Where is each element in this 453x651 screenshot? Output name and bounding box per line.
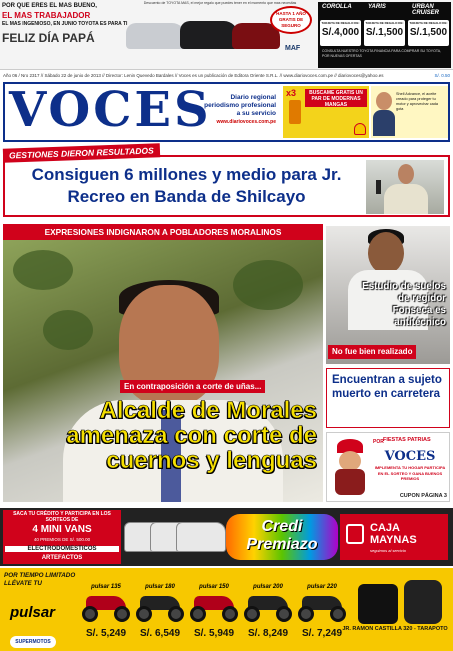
caja-tagline: seguimos al servicio	[370, 548, 407, 553]
tagline	[200, 94, 276, 126]
price-value: S/.1,500	[365, 27, 404, 38]
caja-maynas-logo	[340, 514, 448, 560]
model-yaris: YARIS	[368, 4, 386, 10]
bike-offer	[134, 584, 186, 642]
ad-line-3: EL MAS INGENIOSO, EN JUNIO TOYOTA ES PARA TI	[2, 21, 128, 27]
credi-premiazo-logo	[226, 514, 338, 560]
bike-price: S/. 5,249	[85, 628, 127, 639]
person-head	[368, 232, 404, 274]
price-value: S/.1,500	[409, 27, 448, 38]
bike-name: pulsar 220	[307, 584, 337, 590]
wheel-icon	[82, 606, 98, 622]
bike-offer	[80, 584, 132, 642]
ad-line-2: EL MAS TRABAJADOR	[2, 11, 91, 20]
issue-info-bar	[0, 71, 453, 81]
microphone-icon	[376, 180, 381, 194]
person-body	[384, 184, 428, 214]
wheel-icon	[114, 606, 130, 622]
bike-offer	[242, 584, 294, 642]
story3-tag: No fue bien realizado	[328, 345, 416, 359]
wheel-icon	[136, 606, 152, 622]
wheel-icon	[298, 606, 314, 622]
lead-story-subkicker: En contraposición a corte de uñas...	[120, 380, 265, 393]
mascot-image	[331, 439, 369, 495]
oil-bottle-icon	[289, 100, 301, 124]
person-head	[398, 164, 414, 184]
newspaper-logo[interactable]: VOCES	[9, 82, 212, 138]
insurance-badge: HASTA 1 AÑO GRATIS DE SEGURO	[270, 6, 312, 34]
bike-name: pulsar 180	[145, 584, 175, 590]
price-box	[364, 20, 405, 46]
oil-advertisement[interactable]	[283, 86, 369, 138]
shell-person-ad[interactable]	[371, 86, 448, 138]
price-caption: TARJETA DE REGALO DE:	[365, 21, 404, 25]
model-corolla: COROLLA	[322, 4, 352, 10]
top-advertisement[interactable]	[0, 0, 453, 70]
toyota-prices	[318, 2, 451, 68]
story3-headline[interactable]: Estudio de suelos de regidor Fonseca es antitécnico	[362, 281, 446, 328]
greeting-text: FELIZ DÍA PAPÁ	[2, 31, 95, 45]
fiestas-patrias-promo[interactable]	[326, 432, 450, 502]
lead-story-headline[interactable]: Alcalde de Morales amenaza con corte de cuernos y lenguas	[66, 397, 317, 474]
lead-story-kicker: EXPRESIONES INDIGNARON A POBLADORES MORALINOS	[3, 224, 323, 240]
tire-image	[404, 580, 442, 624]
bike-price: S/. 7,249	[301, 628, 343, 639]
price-value: S/.4,000	[321, 27, 360, 38]
person-body	[373, 110, 395, 136]
wheel-icon	[276, 606, 292, 622]
coupon-label[interactable]: CUPON PÁGINA 3	[399, 493, 447, 499]
price-caption: TARJETA DE REGALO DE:	[321, 21, 360, 25]
bike-price: S/. 5,949	[193, 628, 235, 639]
issue-price: S/. 0.50	[434, 73, 450, 78]
story1-headline[interactable]: Consiguen 6 millones y medio para Jr. Recreo en Banda de Shilcayo	[31, 165, 342, 206]
story1-kicker: GESTIONES DIERON RESULTADOS	[3, 143, 160, 162]
model-urban-cruiser: URBAN CRUISER	[412, 4, 440, 16]
issue-info: Año 06 / Nro 2317 // Sábado 22 de junio de 2013 // Director: Lenin Quevedo Bardales // Voces es un publicación de Editora Oriente S.R.L. // www.diariovoces.com.pe // diariovoces@yahoo.es	[3, 73, 384, 78]
foliage	[13, 250, 73, 290]
bike-name: pulsar 135	[91, 584, 121, 590]
bike-name: pulsar 150	[199, 584, 229, 590]
masthead	[3, 82, 450, 142]
motorcycle-advertisement[interactable]	[0, 568, 453, 651]
foliage	[233, 260, 303, 310]
bike-name: pulsar 200	[253, 584, 283, 590]
wheel-icon	[244, 606, 260, 622]
story3[interactable]	[326, 226, 450, 364]
caja-name: CAJA MAYNAS	[370, 522, 417, 546]
story4-headline[interactable]: Encuentran a sujeto muerto en carretera	[332, 374, 442, 400]
dealer-address: JR. RAMON CASTILLA 320 - TARAPOTO	[342, 626, 448, 632]
caja-icon	[346, 524, 364, 544]
price-caption: TARJETA DE REGALO DE:	[409, 21, 448, 25]
shell-logo-icon	[354, 123, 366, 135]
price-box	[320, 20, 361, 46]
pulsar-brand: pulsar	[10, 604, 56, 621]
story1[interactable]	[3, 155, 450, 217]
ad-line-1: POR QUE ERES EL MAS BUENO,	[2, 3, 97, 9]
promo-subtext: IMPLEMENTA TU HOGAR PARTICIPA EN EL SORTEO Y GANA BUENOS PREMIOS	[374, 465, 446, 481]
website-link[interactable]: www.diariovoces.com.pe	[216, 119, 276, 125]
credit-ad-panel	[3, 510, 121, 564]
credit-line-5: ARTEFACTOS	[41, 555, 83, 561]
bike-price: S/. 8,249	[247, 628, 289, 639]
story4[interactable]	[326, 368, 450, 428]
fine-print: CONSULTA NUESTRO TOYOTA FINANCIA PARA COMPRAR SU TOYOTA, POR NUEVAS OFERTAS	[322, 49, 442, 58]
price-box	[408, 20, 449, 46]
dealer-logo: SUPERMOTOS	[10, 636, 56, 648]
car-image	[126, 23, 186, 49]
maf-logo: MAF	[285, 45, 301, 52]
promo-por: POR	[373, 439, 384, 445]
van-image	[176, 522, 226, 552]
credit-line-4: ELECTRODOMESTICOS	[5, 546, 119, 552]
car-image	[180, 21, 238, 49]
bike-offer	[296, 584, 348, 642]
mascot-face	[339, 451, 361, 471]
tagline-text: Diario regional periodismo profesional a su servicio	[204, 94, 276, 117]
bike-price: S/. 6,549	[139, 628, 181, 639]
father-day-ad-text	[2, 2, 128, 68]
ad-mid-text: Descuento de TOYOTA MAS, el mejor regalo que puedes tener en el momento que mas necesitas	[143, 1, 297, 5]
moto-slogan: POR TIEMPO LIMITADO LLÉVATE TU	[4, 572, 76, 587]
jacket-image	[358, 584, 398, 624]
person-head	[376, 92, 392, 110]
oil-promo: BUSCAME GRATIS UN PAR DE MODERNAS MANGAS	[305, 89, 367, 107]
mascot-body	[335, 469, 365, 495]
person-ad-text: Shell Advance, el aceite creado para proteger tu motor y aprovechar cada gota	[396, 92, 438, 111]
wheel-icon	[222, 606, 238, 622]
promo-logo: VOCES	[384, 449, 436, 464]
credit-line-3: 40 PREMIOS DE S/. 500.00	[33, 537, 91, 542]
foliage	[43, 310, 93, 350]
wheel-icon	[190, 606, 206, 622]
bike-offer	[188, 584, 240, 642]
wheel-icon	[330, 606, 346, 622]
credit-line-1: SACA TU CRÉDITO Y PARTICIPA EN LOS SORTEOS DE	[13, 511, 111, 523]
credi-text: Credi Premiazo	[246, 518, 318, 553]
credit-advertisement[interactable]	[0, 508, 453, 566]
promo-fiestas: FIESTAS PATRIAS	[383, 437, 431, 443]
credit-line-2: 4 MINI VANS	[32, 524, 92, 535]
story1-photo	[366, 160, 444, 214]
oil-multiplier: x3	[286, 88, 297, 98]
wheel-icon	[168, 606, 184, 622]
